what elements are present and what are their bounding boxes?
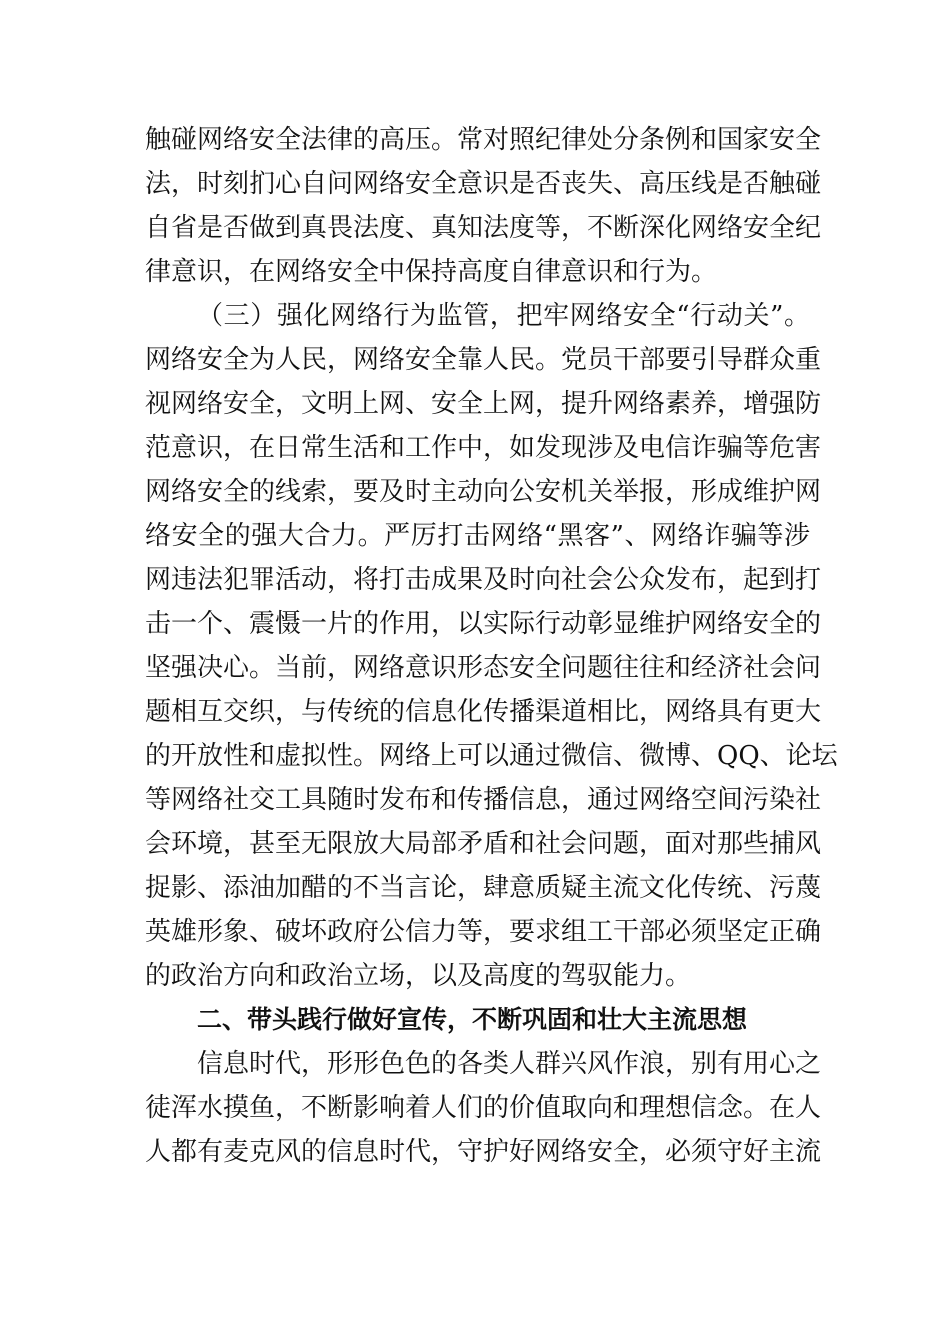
paragraph-line: 网络安全为人民，网络安全靠人民。党员干部要引导群众重 (145, 345, 822, 375)
paragraph-line: 人都有麦克风的信息时代，守护好网络安全，必须守好主流 (145, 1137, 822, 1167)
paragraph-line: 律意识，在网络安全中保持高度自律意识和行为。 (145, 257, 718, 287)
paragraph-line: 的政治方向和政治立场，以及高度的驾驭能力。 (145, 961, 692, 991)
paragraph-line: 的开放性和虚拟性。网络上可以通过微信、微博、QQ、论坛 (145, 741, 838, 771)
paragraph-line: 击一个、震慑一片的作用，以实际行动彰显维护网络安全的 (145, 609, 822, 639)
paragraph-line: 网络安全的线索，要及时主动向公安机关举报，形成维护网 (145, 477, 822, 507)
paragraph-line: 捉影、添油加醋的不当言论，肆意质疑主流文化传统、污蔑 (145, 873, 822, 903)
paragraph-line: 等网络社交工具随时发布和传播信息，通过网络空间污染社 (145, 785, 822, 815)
paragraph-line: 题相互交织，与传统的信息化传播渠道相比，网络具有更大 (145, 697, 822, 727)
paragraph-line: 法，时刻扪心自问网络安全意识是否丧失、高压线是否触碰 (145, 169, 822, 199)
paragraph-line: 英雄形象、破坏政府公信力等，要求组工干部必须坚定正确 (145, 917, 822, 947)
paragraph-line: 触碰网络安全法律的高压。常对照纪律处分条例和国家安全 (145, 125, 822, 155)
paragraph-line: 自省是否做到真畏法度、真知法度等，不断深化网络安全纪 (145, 213, 822, 243)
section-heading: 二、带头践行做好宣传，不断巩固和壮大主流思想 (197, 1005, 748, 1034)
subsection-heading: （三）强化网络行为监管，把牢网络安全“行动关”。 (197, 301, 810, 331)
paragraph-line: 视网络安全，文明上网、安全上网，提升网络素养，增强防 (145, 389, 822, 419)
paragraph-line: 会环境，甚至无限放大局部矛盾和社会问题，面对那些捕风 (145, 829, 822, 859)
paragraph-line: 信息时代，形形色色的各类人群兴风作浪，别有用心之 (197, 1049, 822, 1079)
paragraph-line: 徒浑水摸鱼，不断影响着人们的价值取向和理想信念。在人 (145, 1093, 822, 1123)
paragraph-line: 络安全的强大合力。严厉打击网络“黑客”、网络诈骗等涉 (145, 521, 810, 551)
paragraph-line: 范意识，在日常生活和工作中，如发现涉及电信诈骗等危害 (145, 433, 822, 463)
paragraph-line: 坚强决心。当前，网络意识形态安全问题往往和经济社会问 (145, 653, 822, 683)
paragraph-line: 网违法犯罪活动，将打击成果及时向社会公众发布，起到打 (145, 565, 822, 595)
